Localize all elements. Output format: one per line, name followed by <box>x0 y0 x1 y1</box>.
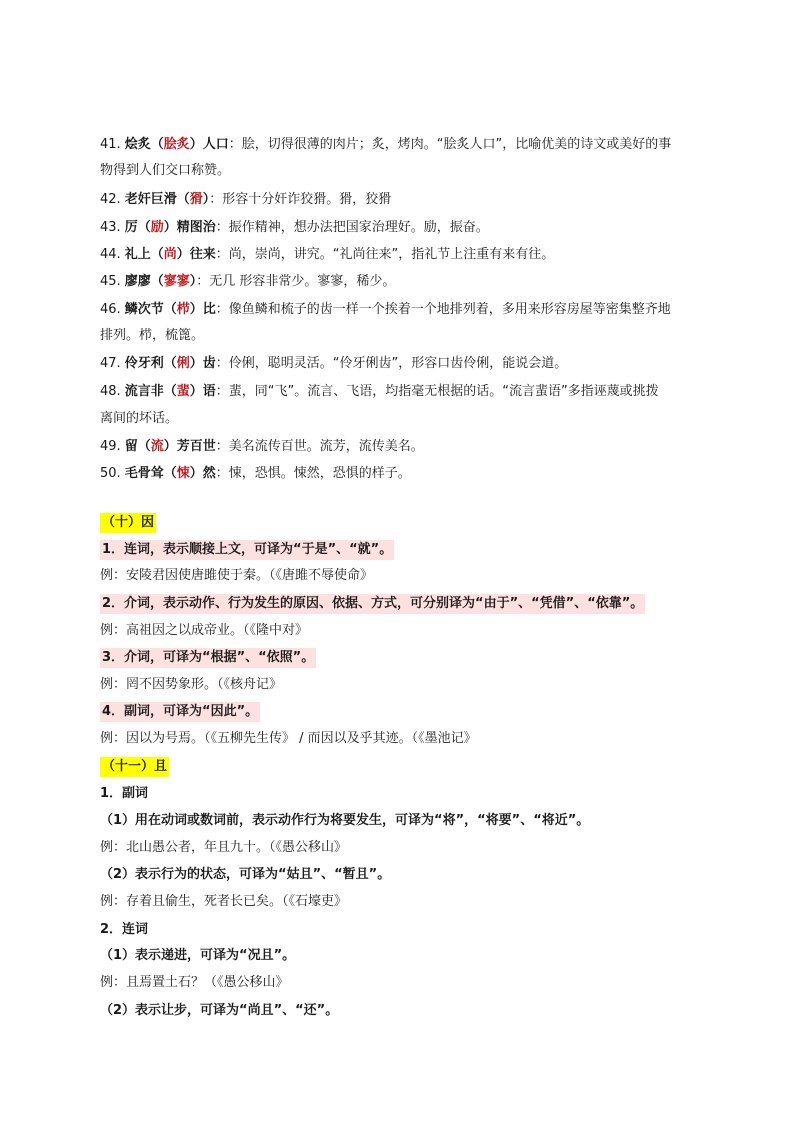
idiom-number: 43. <box>100 220 121 235</box>
idiom-correction: 脍炙 <box>163 137 190 152</box>
idiom-number: 44. <box>100 247 121 262</box>
idiom-number: 49. <box>100 439 121 454</box>
idiom-explanation: ：无几 形容非常少。寥寥，稀少。 <box>196 274 396 289</box>
usage-example: 例：高祖因之以成帝业。（《隆中对》 <box>100 623 309 638</box>
usage-heading: （2）表示让步，可译为“尚且”、“还”。 <box>100 1003 339 1018</box>
idiom-43 <box>100 219 489 237</box>
idiom-correction: 猾 <box>189 192 203 207</box>
idiom-correction: 悚 <box>176 466 190 481</box>
usage-example: 例：且焉置土石？（《愚公移山》 <box>100 975 289 990</box>
idiom-wrong: 烩炙（ <box>124 137 164 152</box>
idiom-45 <box>100 273 395 291</box>
idiom-number: 47. <box>100 356 121 371</box>
section-title-yin: （十）因 <box>100 513 156 533</box>
usage-heading: 3．介词，可译为“根据”、“依照”。 <box>100 648 316 668</box>
idiom-41-continued: 物得到人们交口称赞。 <box>100 163 231 178</box>
idiom-explanation: ：悚，恐惧。悚然，恐惧的样子。 <box>215 466 411 481</box>
usage-heading: （1）表示递进，可译为“况且”。 <box>100 948 296 963</box>
idiom-42 <box>100 191 391 209</box>
idiom-46-continued: 排列。栉，梳篦。 <box>100 328 205 343</box>
idiom-correction: 栉 <box>176 302 190 317</box>
idiom-correction: 蜚 <box>176 384 190 399</box>
idiom-48 <box>100 383 659 401</box>
usage-example: 例：安陵君因使唐雎使于秦。（《唐雎不辱使命》 <box>100 568 374 583</box>
idiom-wrong: 礼上（ <box>124 247 164 262</box>
idiom-wrong: 廖廖（ <box>124 274 164 289</box>
idiom-rest: ）人口 <box>189 137 229 152</box>
idiom-rest: ）精图治 <box>163 220 216 235</box>
idiom-41 <box>100 136 671 154</box>
idiom-50 <box>100 465 411 483</box>
idiom-44 <box>100 246 554 264</box>
idiom-correction: 流 <box>150 439 164 454</box>
idiom-correction: 俐 <box>176 356 190 371</box>
idiom-explanation: ：蜚，同“飞”。流言、飞语，均指毫无根据的话。“流言蜚语”多指诬蔑或挑拨 <box>215 384 659 399</box>
idiom-wrong: 流言非（ <box>124 384 177 399</box>
usage-heading: 2．介词，表示动作、行为发生的原因、依据、方式，可分别译为“由于”、“凭借”、“依靠”。 <box>100 594 645 614</box>
idiom-correction: 尚 <box>163 247 177 262</box>
idiom-49 <box>100 438 424 456</box>
idiom-46 <box>100 301 671 319</box>
idiom-explanation: ：美名流传百世。流芳，流传美名。 <box>215 439 424 454</box>
idiom-wrong: 伶牙利（ <box>124 356 177 371</box>
idiom-wrong: 留（ <box>124 439 151 454</box>
usage-heading: 1．连词，表示顺接上文，可译为“于是”、“就”。 <box>100 540 394 560</box>
idiom-explanation: ：尚，崇尚，讲究。“礼尚往来”，指礼节上注重有来有往。 <box>215 247 555 262</box>
idiom-rest: ） <box>189 274 197 289</box>
idiom-explanation: ：振作精神，想办法把国家治理好。励，振奋。 <box>215 220 489 235</box>
idiom-correction: 寥寥 <box>163 274 190 289</box>
idiom-number: 41. <box>100 137 121 152</box>
idiom-explanation: ：伶俐，聪明灵活。“伶牙俐齿”，形容口齿伶俐，能说会道。 <box>215 356 568 371</box>
idiom-wrong: 毛骨耸（ <box>124 466 177 481</box>
usage-example: 例：罔不因势象形。（《核舟记》 <box>100 677 283 692</box>
usage-example: 例：因以为号焉。（《五柳先生传》 / 而因以及乎其迹。（《墨池记》 <box>100 731 477 746</box>
idiom-rest: ） <box>202 192 210 207</box>
usage-heading: 4．副词，可译为“因此”。 <box>100 702 260 722</box>
usage-example: 例：北山愚公者，年且九十。（《愚公移山》 <box>100 840 348 855</box>
idiom-number: 48. <box>100 384 121 399</box>
usage-heading: （1）用在动词或数词前，表示动作行为将要发生，可译为“将”，“将要”、“将近”。 <box>100 813 590 828</box>
section-title-qie: （十一）且 <box>100 757 169 777</box>
idiom-rest: ）往来 <box>176 247 216 262</box>
sub-heading-adverb: 1．副词 <box>100 786 149 801</box>
idiom-48-continued: 离间的坏话。 <box>100 411 179 426</box>
idiom-number: 50. <box>100 466 121 481</box>
idiom-wrong: 鳞次节（ <box>124 302 177 317</box>
usage-heading: （2）表示行为的状态，可译为“姑且”、“暂且”。 <box>100 867 391 882</box>
idiom-wrong: 厉（ <box>124 220 151 235</box>
idiom-wrong: 老奸巨滑（ <box>124 192 190 207</box>
idiom-47 <box>100 355 567 373</box>
idiom-explanation: ：像鱼鳞和梳子的齿一样一个挨着一个地排列着，多用来形容房屋等密集整齐地 <box>215 302 671 317</box>
idiom-explanation: ：脍，切得很薄的肉片；炙，烤肉。“脍炙人口”，比喻优美的诗文或美好的事 <box>228 137 672 152</box>
idiom-rest: ）语 <box>189 384 216 399</box>
idiom-rest: ）比 <box>189 302 216 317</box>
idiom-rest: ）然 <box>189 466 216 481</box>
usage-example: 例：存着且偷生，死者长已矣。（《石壕吏》 <box>100 894 348 909</box>
idiom-explanation: ：形容十分奸诈狡猾。猾，狡猾 <box>209 192 392 207</box>
idiom-number: 45. <box>100 274 121 289</box>
sub-heading-conjunction: 2．连词 <box>100 922 149 937</box>
idiom-rest: ）芳百世 <box>163 439 216 454</box>
idiom-rest: ）齿 <box>189 356 216 371</box>
idiom-number: 42. <box>100 192 121 207</box>
idiom-correction: 励 <box>150 220 164 235</box>
idiom-number: 46. <box>100 302 121 317</box>
